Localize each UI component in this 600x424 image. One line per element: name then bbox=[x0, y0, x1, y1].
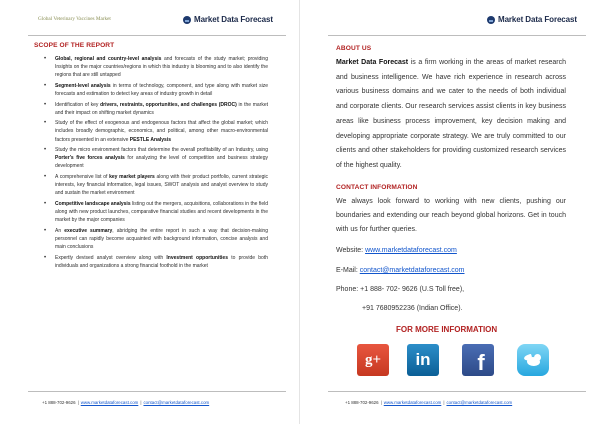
scope-item-post: in terms of technology, component, and type along with market size forecasts and estimation to detect key areas of industry growth in detail bbox=[55, 82, 268, 98]
scope-item-bold: executive summary bbox=[64, 227, 113, 234]
brand-name: Market Data Forecast bbox=[498, 15, 577, 24]
google-plus-glyph: g+ bbox=[364, 351, 382, 368]
more-info-title: FOR MORE INFORMATION bbox=[396, 325, 498, 334]
website-link[interactable]: www.marketdataforecast.com bbox=[365, 247, 457, 254]
phone-us: +1 888- 702- 9626 (U.S Toll free), bbox=[360, 286, 465, 293]
left-footer bbox=[42, 400, 209, 405]
scope-item-bold: Competitive landscape analysis bbox=[55, 200, 131, 207]
scope-item bbox=[33, 101, 268, 117]
scope-item-post: in the market and their impact on shifting market dynamics bbox=[55, 101, 268, 116]
footer-website-link[interactable]: www.marketdataforecast.com bbox=[383, 400, 442, 405]
right-header bbox=[300, 13, 600, 35]
scope-item-bold: key market players bbox=[109, 173, 155, 180]
brand-logo bbox=[487, 15, 577, 24]
footer-separator: | bbox=[140, 400, 142, 405]
scope-item-pre: An bbox=[55, 227, 65, 234]
about-text: is a firm working in the areas of market research and business intelligence. We have rich experience in research across various business domains and we cater to the needs of both individual and corporate clients. Our research services assist clients in key business areas like business process improvement, key decision making and developing appropriate corporate strategy. We are truly committed to our clients and other stakeholders for providing customized research services of the highest quality. bbox=[336, 59, 566, 169]
website-label: Website: bbox=[336, 247, 366, 254]
footer-separator: | bbox=[77, 400, 79, 405]
scope-item-bold: Investment opportunities bbox=[166, 254, 228, 261]
scope-title: SCOPE OF THE REPORT bbox=[34, 42, 115, 49]
scope-item-post: for analyzing the level of competition and business strategy development bbox=[55, 155, 268, 170]
phone-india: +91 7680952236 (Indian Office). bbox=[362, 305, 463, 312]
scope-item-pre: Study the micro environment factors that determine the overall profitability of an Industry, using bbox=[55, 147, 268, 154]
globe-logo-icon bbox=[487, 16, 495, 24]
footer-website-link[interactable]: www.marketdataforecast.com bbox=[80, 400, 139, 405]
scope-item bbox=[33, 227, 268, 251]
scope-item bbox=[33, 200, 268, 224]
scope-item bbox=[33, 254, 268, 270]
scope-item-bold: PESTLE Analysis bbox=[129, 136, 171, 143]
scope-item-pre: A comprehensive list of bbox=[55, 173, 110, 180]
linkedin-glyph: in bbox=[415, 350, 431, 369]
scope-item-bold: Global, regional and country-level analysis bbox=[55, 56, 162, 62]
twitter-icon[interactable] bbox=[517, 344, 549, 376]
footer-phone: +1 888-702-9626 bbox=[42, 400, 76, 405]
phone-line bbox=[336, 286, 464, 293]
brand-logo bbox=[183, 15, 273, 24]
header-divider bbox=[328, 35, 586, 36]
footer-divider bbox=[28, 391, 286, 392]
footer-email-link[interactable]: contact@marketdataforecast.com bbox=[446, 400, 513, 405]
scope-item bbox=[33, 55, 268, 79]
scope-item bbox=[33, 146, 268, 170]
header-report-title: Global Veterinary Vaccines Market bbox=[38, 16, 111, 22]
about-title: ABOUT US bbox=[336, 45, 372, 52]
contact-title: CONTACT INFORMATION bbox=[336, 184, 418, 191]
scope-item-pre: Expertly devised analyst overview along with bbox=[55, 254, 167, 261]
brand-name: Market Data Forecast bbox=[194, 15, 273, 24]
footer-separator: | bbox=[380, 400, 382, 405]
phone-label: Phone: bbox=[336, 286, 361, 293]
scope-item-pre: Identification of key bbox=[55, 101, 101, 108]
website-line bbox=[336, 247, 457, 254]
contact-paragraph: We always look forward to working with new clients, pushing our boundaries and extending our reach beyond global horizons. Get in touch with us for further queries. bbox=[336, 198, 566, 234]
scope-item-post: to provide both individuals and organizations a strong financial foothold in the market bbox=[55, 254, 269, 269]
linkedin-icon[interactable] bbox=[407, 344, 439, 376]
scope-item-bold: drivers, restraints, opportunities, and challenges (DROC) bbox=[100, 101, 237, 108]
left-header bbox=[0, 13, 300, 35]
scope-item bbox=[33, 82, 268, 98]
right-footer bbox=[345, 400, 512, 405]
email-link[interactable]: contact@marketdataforecast.com bbox=[359, 267, 465, 274]
globe-logo-icon bbox=[183, 16, 191, 24]
header-divider bbox=[28, 35, 286, 36]
twitter-bird-icon bbox=[524, 354, 542, 367]
about-paragraph bbox=[336, 56, 566, 174]
scope-item-post: along with their product portfolio, current strategic interests, key financial information, legal issues, SWOT analysis and analyst overview to study and sustain the market environment bbox=[55, 173, 268, 197]
footer-email-link[interactable]: contact@marketdataforecast.com bbox=[143, 400, 210, 405]
scope-item-bold: Porter's five forces analysis bbox=[55, 155, 125, 162]
scope-item-bold: Segment-level analysis bbox=[55, 82, 111, 89]
scope-item-post: listing out the mergers, acquisitions, collaborations in the field along with new product launches, comparative financial studies and recent developments in the market by the major companies bbox=[55, 200, 268, 224]
scope-item bbox=[33, 119, 268, 143]
scope-list bbox=[33, 55, 268, 272]
footer-separator: | bbox=[443, 400, 445, 405]
about-company-name: Market Data Forecast bbox=[336, 59, 409, 66]
scope-item-pre: Study of the effect of exogenous and endogenous factors that affect the global market; which includes broadly demographic, economics, and political, among other macro-environmental factors presented in an extensive bbox=[55, 120, 268, 143]
footer-divider bbox=[328, 391, 586, 392]
footer-phone: +1 888-702-9626 bbox=[345, 400, 379, 405]
google-plus-icon[interactable] bbox=[357, 344, 389, 376]
email-label: E-Mail: bbox=[336, 267, 360, 274]
email-line bbox=[336, 267, 465, 274]
scope-item-post: , abridging the entire report in such a way that decision-making personnel can rapidly become acquainted with background information, concise analysis and main conclusions bbox=[55, 227, 268, 251]
scope-item bbox=[33, 173, 268, 197]
facebook-icon[interactable] bbox=[462, 344, 494, 376]
scope-item-post: and forecasts of the study market; providing Insights on the major countries/regions in which this industry is blooming and to also identify the regions that are still untapped bbox=[55, 56, 268, 79]
facebook-glyph: f bbox=[477, 350, 485, 375]
